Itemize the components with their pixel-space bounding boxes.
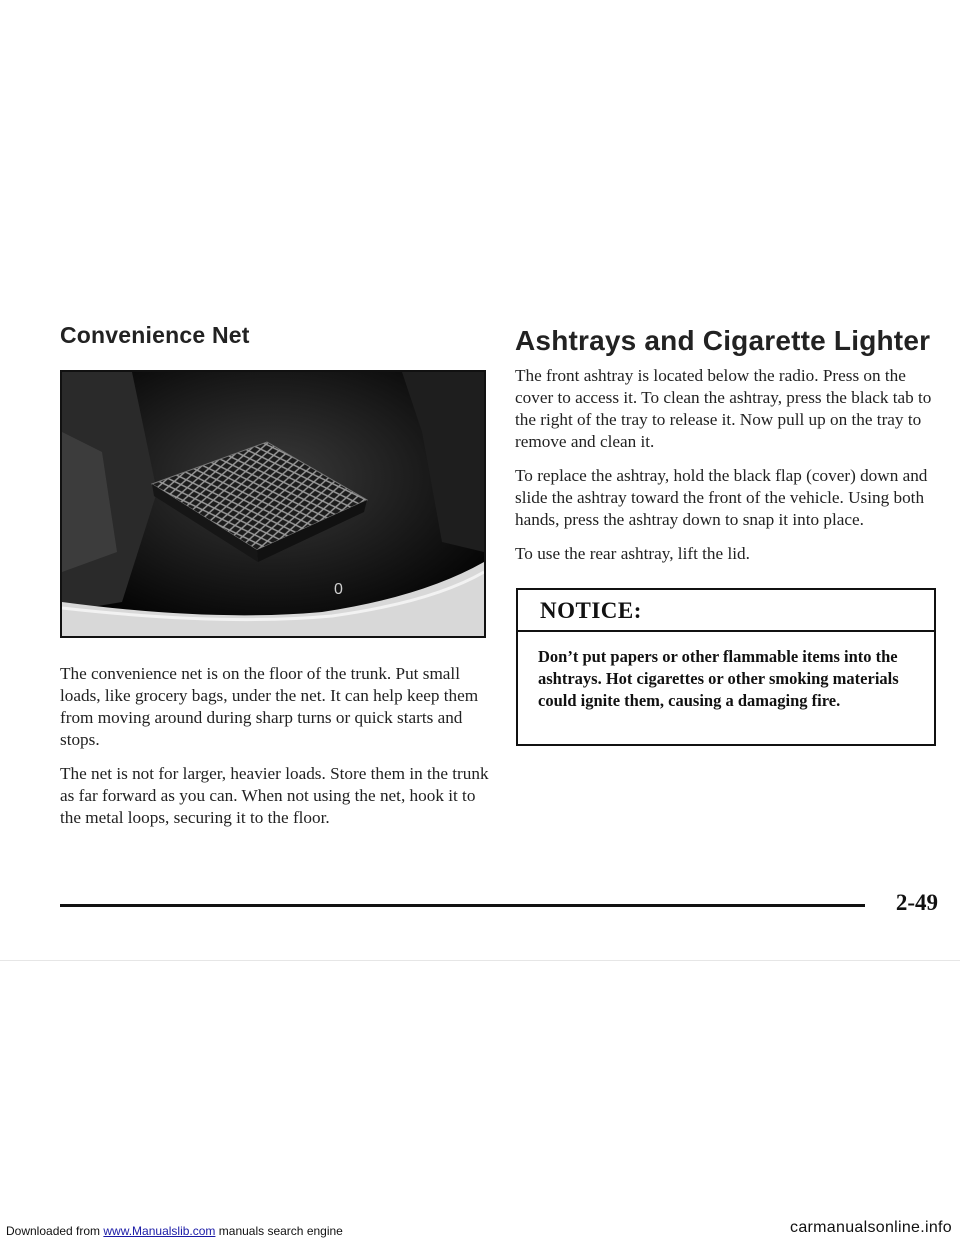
right-column [515, 322, 940, 360]
download-credit [6, 1224, 343, 1238]
paragraph: The convenience net is on the floor of the trunk. Put small loads, like grocery bags, under the net. It can help keep them from moving around during sharp turns or quick starts and stops. [60, 664, 479, 749]
footer-rule [60, 904, 865, 907]
credit-suffix: manuals search engine [215, 1224, 343, 1238]
divider [0, 960, 960, 961]
paragraph: The front ashtray is located below the radio. Press on the cover to access it. To clean the ashtray, press the black tab to the right of the tray to release it. Now pull up on the tray to remove and clean it. [515, 366, 932, 451]
notice-body: Don’t put papers or other flammable items into the ashtrays. Hot cigarettes or other smoking materials could ignite them, causing a damaging fire. [538, 647, 899, 710]
convenience-net-photo [60, 370, 486, 638]
notice-heading: NOTICE: [518, 590, 934, 632]
photo-marker: 0 [334, 581, 343, 598]
paragraph: The net is not for larger, heavier loads. Store them in the trunk as far forward as you can. When not using the net, hook it to the metal loops, securing it to the floor. [60, 764, 489, 827]
paragraph: To replace the ashtray, hold the black flap (cover) down and slide the ashtray toward the front of the vehicle. Using both hands, press the ashtray down to snap it into place. [515, 466, 928, 529]
paragraph: To use the rear ashtray, lift the lid. [515, 544, 750, 563]
page-number: 2-49 [895, 890, 938, 915]
section-title-convenience-net: Convenience Net [60, 322, 250, 348]
trunk-net-illustration [62, 372, 484, 636]
watermark-text: carmanualsonline.info [790, 1219, 952, 1236]
credit-prefix: Downloaded from [6, 1224, 104, 1238]
manualslib-link[interactable]: www.Manualslib.com [103, 1224, 216, 1238]
notice-box [516, 588, 936, 746]
left-body-text [60, 663, 490, 841]
right-body-text [515, 365, 940, 577]
section-title-ashtrays: Ashtrays and Cigarette Lighter [515, 325, 931, 356]
left-column [60, 322, 492, 349]
